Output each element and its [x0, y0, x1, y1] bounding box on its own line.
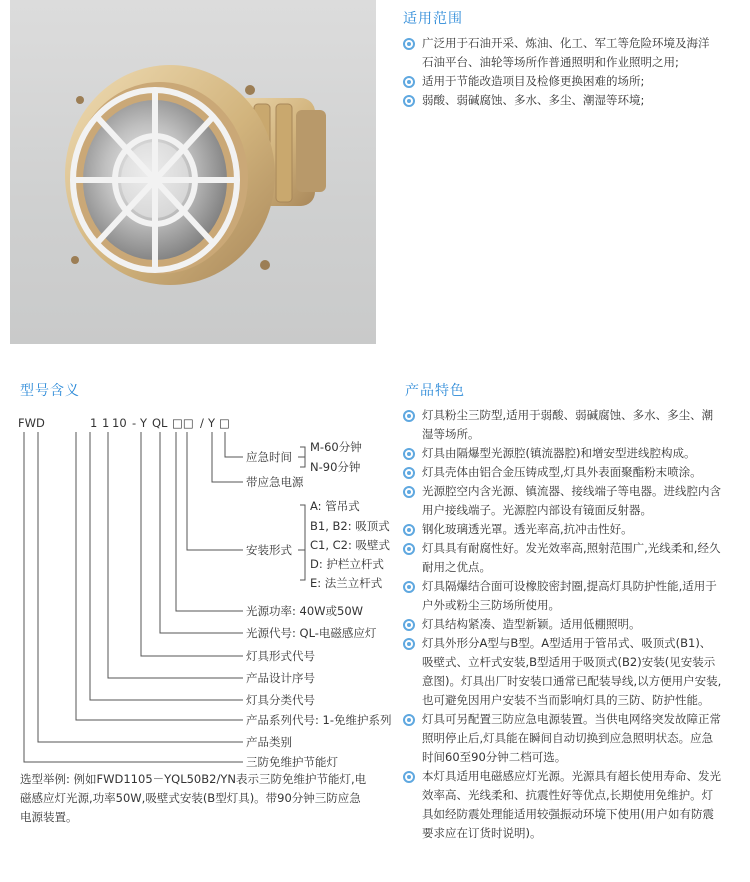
power-label: 光源功率: 40W或50W	[246, 604, 364, 618]
code-fwd: FWD	[18, 416, 45, 430]
circle-bullet-icon	[403, 410, 415, 422]
selection-example: 选型举例: 例如FWD1105－YQL50B2/YN表示三防免维护节能灯,电磁感应灯光源,功率50W,吸壁式安装(B型灯具)。带90分钟三防应急电源装置。	[20, 772, 367, 824]
list-item: 灯具由隔爆型光源腔(镇流器腔)和增安型进线腔构成。	[400, 444, 722, 463]
emergency-m60: M-60分钟	[310, 440, 362, 454]
emergency-time-label: 应急时间	[246, 450, 292, 464]
code-sep: -	[132, 416, 137, 430]
code-d1: 1	[90, 416, 98, 430]
list-item: 灯具具有耐腐性好。发光效率高,照射范围广,光线柔和,经久耐用之优点。	[400, 539, 722, 577]
circle-bullet-icon	[403, 638, 415, 650]
code-d3: 10	[112, 416, 127, 430]
model-heading: 型号含义	[20, 383, 80, 399]
mount-b: B1, B2: 吸顶式	[310, 519, 390, 533]
product-name-label: 三防免维护节能灯	[246, 755, 338, 769]
mount-label: 安装形式	[246, 543, 292, 557]
list-item: 适用于节能改造项目及检修更换困难的场所;	[400, 72, 720, 91]
design-no-label: 产品设计序号	[246, 671, 315, 685]
list-item: 弱酸、弱碱腐蚀、多水、多尘、潮湿等环境;	[400, 91, 720, 110]
list-item: 灯具粉尘三防型,适用于弱酸、弱碱腐蚀、多水、多尘、潮湿等场所。	[400, 406, 722, 444]
list-item: 灯具结构紧凑、造型新颖。适用低棚照明。	[400, 615, 722, 634]
circle-bullet-icon	[403, 467, 415, 479]
scope-heading: 适用范围	[403, 11, 463, 27]
category-label: 产品类别	[246, 735, 292, 749]
source-label: 光源代号: QL-电磁感应灯	[246, 626, 377, 640]
code-y2: Y	[208, 416, 216, 430]
code-slash: /	[200, 416, 204, 430]
list-item: 灯具壳体由铝合金压铸成型,灯具外表面聚酯粉末喷涂。	[400, 463, 722, 482]
list-item: 广泛用于石油开采、炼油、化工、军工等危险环境及海洋石油平台、油轮等场所作普通照明和作业照明之用;	[400, 34, 720, 72]
mount-e: E: 法兰立杆式	[310, 576, 383, 590]
circle-bullet-icon	[403, 543, 415, 555]
scope-list	[400, 34, 720, 110]
features-heading: 产品特色	[405, 383, 465, 399]
circle-bullet-icon	[403, 581, 415, 593]
circle-bullet-icon	[403, 714, 415, 726]
code-d2: 1	[102, 416, 110, 430]
code-box2: □	[219, 416, 230, 430]
emergency-n90: N-90分钟	[310, 460, 361, 474]
circle-bullet-icon	[403, 448, 415, 460]
circle-bullet-icon	[403, 524, 415, 536]
lamp-form-label: 灯具形式代号	[246, 649, 315, 663]
code-boxes: □□	[172, 416, 194, 430]
mount-d: D: 护栏立杆式	[310, 557, 384, 571]
list-item: 光源腔空内含光源、镇流器、接线端子等电器。进线腔内含用户接线端子。光源腔内部设有镜面反射器。	[400, 482, 722, 520]
emergency-power-label: 带应急电源	[246, 475, 304, 489]
mount-a: A: 管吊式	[310, 499, 360, 513]
list-item: 本灯具适用电磁感应灯光源。光源具有超长使用寿命、发光效率高、光线柔和、抗震性好等优点,长期使用免维护。灯具如经防震处理能适用较强振动环境下使用(用户如有防震要求应在订货时说明)。	[400, 767, 722, 843]
circle-bullet-icon	[403, 619, 415, 631]
list-item: 灯具外形分A型与B型。A型适用于管吊式、吸顶式(B1)、吸壁式、立杆式安装,B型适用于吸顶式(B2)安装(见安装示意图)。灯具出厂时安装口通常已配装导线,以方便用户安装,也可避免因用户安装不当而影响灯具的三防、防护性能。	[400, 634, 722, 710]
list-item: 灯具可另配置三防应急电源装置。当供电网络突发故障正常照明停止后,灯具能在瞬间自动切换到应急照明状态。应急时间60至90分钟二档可选。	[400, 710, 722, 767]
series-label: 产品系列代号: 1-免维护系列	[246, 713, 392, 727]
class-code-label: 灯具分类代号	[246, 693, 315, 707]
mount-c: C1, C2: 吸壁式	[310, 538, 391, 552]
circle-bullet-icon	[403, 771, 415, 783]
circle-bullet-icon	[403, 486, 415, 498]
code-y: Y	[140, 416, 148, 430]
list-item: 钢化玻璃透光罩。透光率高,抗冲击性好。	[400, 520, 722, 539]
list-item: 灯具隔爆结合面可设橡胶密封圈,提高灯具防护性能,适用于户外或粉尘三防场所使用。	[400, 577, 722, 615]
features-list	[400, 406, 722, 843]
code-ql: QL	[152, 416, 168, 430]
